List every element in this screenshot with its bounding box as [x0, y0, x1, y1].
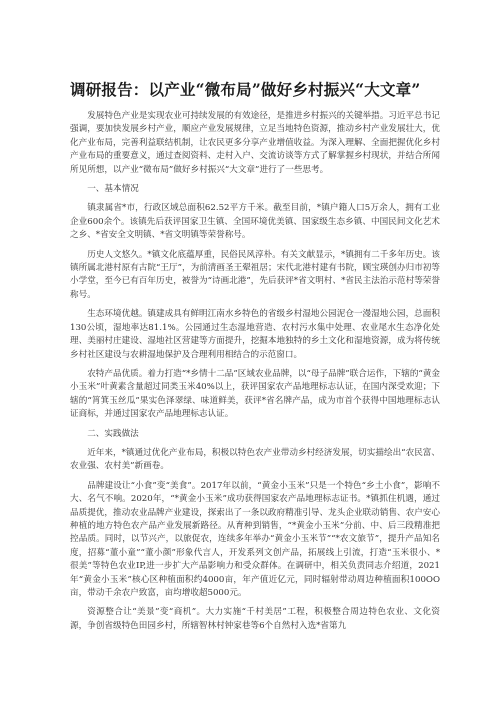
paragraph: 近年来，*镇通过优化产业布局，积极以特色农产业带动乡村经济发展，切实描绘出“农民富、农业强、农村美”新画卷。 [70, 447, 440, 472]
section-heading: 一、基本情况 [87, 184, 139, 195]
paragraph: 发展特色产业是实现农业可持续发展的有效途径，是推进乡村振兴的关键举措。习近平总书记强调，要加快发展乡村产业，顺应产业发展规律，立足当地特色资源，推动乡村产业发展壮大，优化产业布局，完善利益联结机制，让农民更多分享产业增值收益。为深入理解、全面把握优化乡村产业布局的重要意义，通过查阅资料、走村入户、交流访谈等方式了解掌握乡村现状，并结合所闻所见所想，以产业“微布局”做好乡村振兴“大文章”进行了一些思考。 [70, 111, 440, 175]
paragraph: 品牌建设让“小食”变“美食”。2017年以前，“黄金小玉米”只是一个特色“乡土小食”，影响不大、名气不响。2020年，“*黄金小玉米”成功获得国家农产品地理标志证书。*镇抓住机遇，通过品质提优，推动农业品牌产业建设，探索出了一条以政府精准引导、龙头企业联动销售、农户安心种植的地方特色农产品产业发展新路径。从育种到销售，“*黄金小玉米”分前、中、后三段精准把控品质。同时，以节兴产，以旅促农，连续多年举办“黄金小玉米节”“*农文旅节”，提升产品知名度，招募“董小童”“董小颜”形象代言人，开发系列文创产品，拓展线上引流，打造“玉米很小、*很美”等特色农业IP,进一步扩大产品影响力和受众群体。在调研中，相关负责同志介绍道，2021年“黄金小玉米”核心区种植面积约4000亩，年产值近亿元，同时辐射带动周边种植面积100OO亩，带动千余农户致富，亩均增收超5000元。 [70, 480, 440, 598]
paragraph: 生态环境优越。镇建成具有鲜明江南水乡特色的省级乡村湿地公园泥仓一漫湿地公园，总面积130公顷，湿地率达81.1%。公园通过生态湿地营造、农村污水集中处理、农业尾水生态净化处理、美丽村庄建设、湿地社区营建等方面提升，挖掘本地独特的乡土文化和湿地资源，成为将传统乡村社区建设与农耕湿地保护及合理利用相结合的示范窗口。 [70, 309, 440, 360]
paragraph: 农特产品优质。着力打造“*乡情十二品”区域农业品牌，以“母子品牌”联合运作，下辖的“黄金小玉米”叶黄素含量超过同类玉米40%以上，获评国家农产品地理标志认证，在国内深受欢迎；下辖的“筲箕玉丝瓜”果实色泽翠绿、味道鲜美，获评*省名牌产品，成为市首个获得中国地理标志认证商标，并通过国家农产品地理标志认证。 [70, 368, 441, 420]
paragraph: 资源整合让“美景”变“商机”。大力实施“千村美居”工程，积极整合周边特色农业、文化资源，争创省级特色田园乡村，所辖智林村钟家巷等6个自然村入选*省第九 [70, 607, 440, 631]
paragraph: 镇隶属省*市，行政区域总面积62.52平方千米。截至目前，*镇户籍人口5万余人，拥有工业企业600余个。该镇先后获评国家卫生镇、全国环境优美镇、国家级生态乡镇、中国民间文化艺术之乡、*省安全文明镇、*省文明镇等荣誉称号。 [70, 203, 440, 241]
page-title: 调研报告：以产业“微布局”做好乡村振兴“大文章” [70, 80, 421, 99]
paragraph: 历史人文悠久。*镇文化底蕴厚重，民俗民风淳朴。有关文献显示，*镇拥有二千多年历史。该镇所属北港村原有古院“王厅”，为前清画圣王翚祖居；宋代北港村建有书院，顾宝瑛创办归市初等小学堂，至今已有百年历史，被誉为“诗画北港”，先后获评*省文明村、*省民主法治示范村等荣誉称号。 [70, 249, 440, 300]
document-body [70, 110, 440, 633]
section-heading: 二、实践做法 [87, 428, 139, 439]
